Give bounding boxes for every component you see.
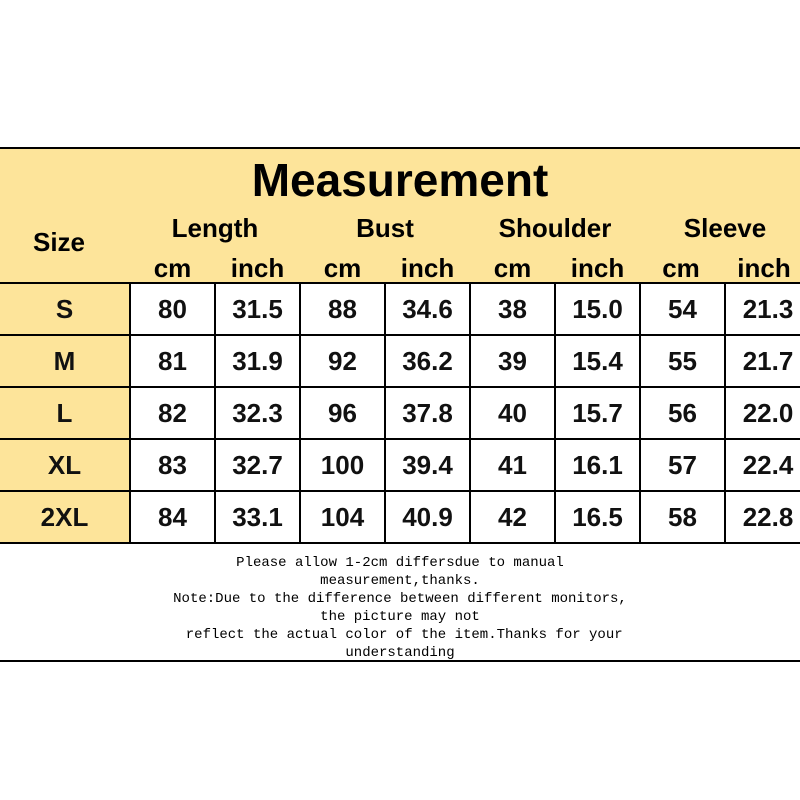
- note-line: the picture may not: [320, 609, 480, 625]
- size-column-header: Size: [32, 227, 86, 257]
- value-cell: 57: [640, 439, 725, 491]
- value-cell: 16.1: [555, 439, 640, 491]
- size-chart: [0, 147, 800, 544]
- value-cell: 33.1: [215, 491, 300, 543]
- value-cell: 32.7: [215, 439, 300, 491]
- value-cell: 22.8: [725, 491, 800, 543]
- value-cell: 31.9: [215, 335, 300, 387]
- table-row: [0, 335, 800, 387]
- table-row: [0, 439, 800, 491]
- value-cell: 38: [470, 284, 555, 335]
- sleeve-cm-header: cm: [662, 253, 700, 283]
- value-cell: 96: [300, 387, 385, 439]
- value-cell: 41: [470, 439, 555, 491]
- shoulder-inch-header: inch: [570, 253, 625, 283]
- measurement-table: [0, 284, 800, 544]
- value-cell: 54: [640, 284, 725, 335]
- chart-title: Measurement: [251, 154, 549, 206]
- value-cell: 21.3: [725, 284, 800, 335]
- value-cell: 88: [300, 284, 385, 335]
- shoulder-header: Shoulder: [498, 213, 612, 243]
- note-line: Note:Due to the difference between different monitors,: [173, 591, 627, 607]
- size-cell: 2XL: [0, 491, 130, 543]
- bust-header: Bust: [356, 213, 414, 243]
- value-cell: 34.6: [385, 284, 470, 335]
- value-cell: 104: [300, 491, 385, 543]
- value-cell: 22.4: [725, 439, 800, 491]
- size-cell: L: [0, 387, 130, 439]
- value-cell: 15.4: [555, 335, 640, 387]
- value-cell: 55: [640, 335, 725, 387]
- value-cell: 81: [130, 335, 215, 387]
- value-cell: 39.4: [385, 439, 470, 491]
- note-line: reflect the actual color of the item.Thanks for your: [177, 627, 623, 643]
- value-cell: 42: [470, 491, 555, 543]
- value-cell: 39: [470, 335, 555, 387]
- value-cell: 15.7: [555, 387, 640, 439]
- sleeve-header: Sleeve: [683, 213, 767, 243]
- value-cell: 32.3: [215, 387, 300, 439]
- length-header: Length: [171, 213, 259, 243]
- value-cell: 21.7: [725, 335, 800, 387]
- value-cell: 82: [130, 387, 215, 439]
- value-cell: 36.2: [385, 335, 470, 387]
- size-cell: S: [0, 284, 130, 335]
- size-cell: M: [0, 335, 130, 387]
- note-line: measurement,thanks.: [320, 573, 480, 589]
- value-cell: 84: [130, 491, 215, 543]
- note-line: Please allow 1-2cm differsdue to manual: [236, 555, 564, 571]
- sleeve-inch-header: inch: [737, 253, 791, 283]
- size-cell: XL: [0, 439, 130, 491]
- bust-inch-header: inch: [400, 253, 455, 283]
- value-cell: 15.0: [555, 284, 640, 335]
- value-cell: 92: [300, 335, 385, 387]
- value-cell: 83: [130, 439, 215, 491]
- value-cell: 40: [470, 387, 555, 439]
- value-cell: 31.5: [215, 284, 300, 335]
- chart-header: [0, 147, 800, 284]
- value-cell: 58: [640, 491, 725, 543]
- value-cell: 100: [300, 439, 385, 491]
- table-row: [0, 387, 800, 439]
- table-row: [0, 491, 800, 543]
- value-cell: 22.0: [725, 387, 800, 439]
- table-row: [0, 284, 800, 335]
- length-cm-header: cm: [153, 253, 192, 283]
- bust-cm-header: cm: [323, 253, 362, 283]
- shoulder-cm-header: cm: [493, 253, 532, 283]
- value-cell: 40.9: [385, 491, 470, 543]
- value-cell: 56: [640, 387, 725, 439]
- value-cell: 80: [130, 284, 215, 335]
- disclaimer-note: [0, 554, 800, 662]
- note-line: understanding: [345, 645, 455, 661]
- value-cell: 37.8: [385, 387, 470, 439]
- value-cell: 16.5: [555, 491, 640, 543]
- length-inch-header: inch: [230, 253, 285, 283]
